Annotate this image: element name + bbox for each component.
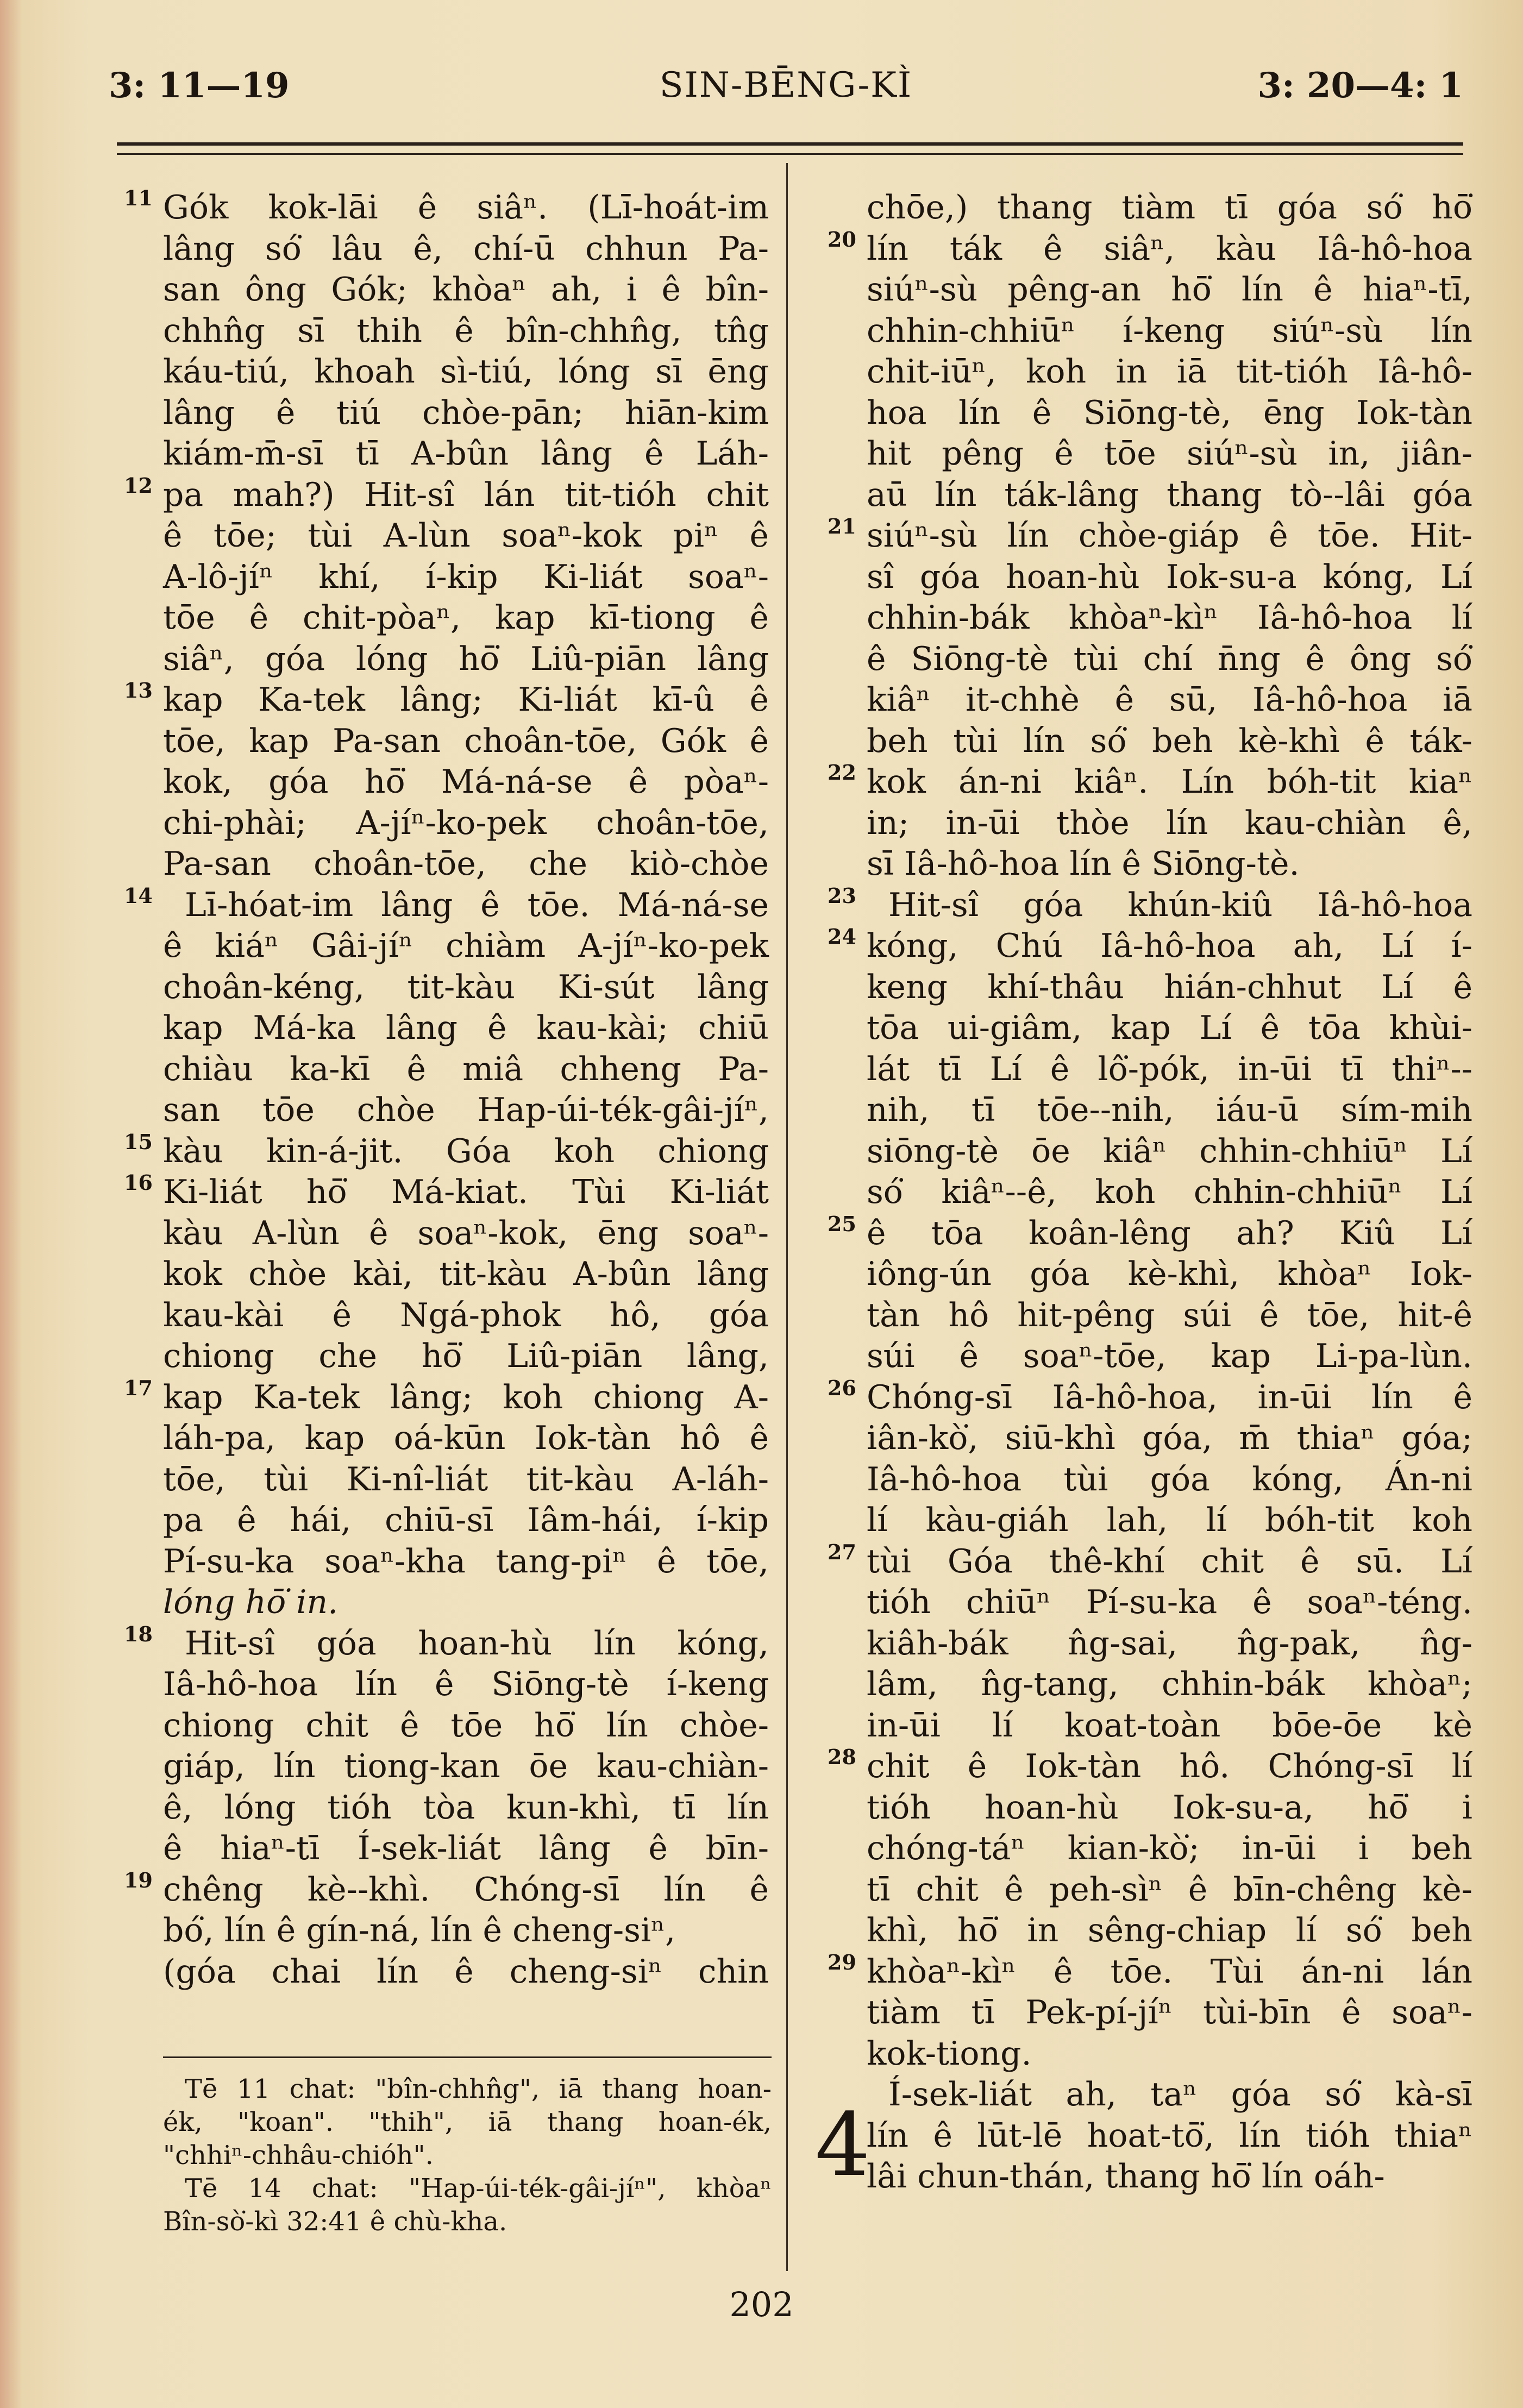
verse-number: 13: [124, 678, 153, 703]
line-text: beh tùi lín só͘ beh kè-khì ê ták-: [867, 722, 1472, 760]
line-text: pa ê hái, chiū-sī Iâm-hái, í-kip: [163, 1501, 769, 1539]
column-divider: [786, 163, 788, 2271]
right-column: [828, 187, 1472, 2198]
line-text: san ông Gók; khòaⁿ ah, i ê bîn-: [163, 271, 769, 309]
text-line: [163, 1418, 769, 1459]
text-line: [163, 269, 769, 311]
line-text: ê hiaⁿ-tī Í-sek-liát lâng ê bīn-: [163, 1829, 769, 1867]
verse-number: 19: [124, 1867, 153, 1892]
verse-number: 23: [828, 883, 856, 908]
text-line: [867, 1992, 1472, 2034]
text-line: [124, 1170, 769, 1213]
line-text: tōe, kap Pa-san choân-tōe, Gók ê: [163, 722, 769, 760]
text-line: [124, 473, 769, 516]
text-line: [828, 1745, 1472, 1788]
text-line: [163, 1788, 769, 1829]
text-line: [867, 721, 1472, 762]
book-title: SIN-BĒNG-KÌ: [659, 65, 913, 105]
line-text: ê kiáⁿ Gâi-jíⁿ chiàm A-jíⁿ-ko-pek: [163, 927, 769, 965]
text-line: [867, 1008, 1472, 1049]
verse-number: 20: [828, 227, 856, 252]
line-text: lóng hō͘ in.: [163, 1583, 339, 1621]
line-text: lâi chun-thán, thang hō͘ lín oáh-: [867, 2158, 1385, 2196]
line-text: Gók kok-lāi ê siâⁿ. (Lī-hoát-im: [163, 189, 769, 227]
line-text: san tōe chòe Hap-úi-ték-gâi-jíⁿ,: [163, 1091, 769, 1129]
line-text: chiong chit ê tōe hō͘ lín chòe-: [163, 1706, 769, 1745]
text-line: [867, 187, 1472, 229]
line-text: lín ták ê siâⁿ, kàu Iâ-hô-hoa: [867, 229, 1472, 268]
text-line: [828, 227, 1472, 270]
verse-number: 17: [124, 1375, 153, 1400]
line-text: Hit-sî góa hoan-hù lín kóng,: [185, 1624, 769, 1663]
text-line: [124, 1375, 769, 1419]
text-line: [867, 1254, 1472, 1295]
line-text: chiàu ka-kī ê miâ chheng Pa-: [163, 1050, 769, 1088]
line-text: chêng kè--khì. Chóng-sī lín ê: [163, 1870, 769, 1909]
line-text: kap Ka-tek lâng; koh chiong A-: [163, 1378, 769, 1416]
text-line: [163, 762, 769, 803]
line-text: khòaⁿ-kìⁿ ê tōe. Tùi án-ni lán: [867, 1952, 1472, 1991]
text-line: [163, 229, 769, 270]
text-line: [124, 186, 769, 229]
verse-number: 18: [124, 1621, 153, 1646]
line-text: ê tōa koân-lêng ah? Kiû Lí: [867, 1214, 1472, 1252]
line-text: Pa-san choân-tōe, che kiò-chòe: [163, 845, 769, 883]
line-text: súi ê soaⁿ-tōe, kap Li-pa-lùn.: [867, 1337, 1472, 1375]
text-line: [828, 1539, 1472, 1583]
verse-number: 27: [828, 1539, 856, 1564]
text-line: [163, 1910, 769, 1952]
text-line: [163, 598, 769, 639]
line-text: chhin-chhiūⁿ í-keng siúⁿ-sù lín: [867, 311, 1472, 350]
line-text: kap Ka-tek lâng; Ki-liát kī-û ê: [163, 681, 769, 719]
line-text: in; in-ūi thòe lín kau-chiàn ê,: [867, 804, 1472, 842]
line-text: lát tī Lí ê lô͘-pók, in-ūi tī thiⁿ--: [867, 1050, 1472, 1088]
line-text: kok án-ni kiâⁿ. Lín bóh-tit kiaⁿ: [867, 763, 1472, 801]
line-text: tiàm tī Pek-pí-jíⁿ tùi-bīn ê soaⁿ-: [867, 1993, 1472, 2031]
verse-range-left: 3: 11—19: [109, 65, 290, 106]
text-line: [867, 1664, 1472, 1705]
verse-number: 11: [124, 186, 153, 210]
verse-range-right: 3: 20—4: 1: [1257, 65, 1463, 106]
page-number: 202: [729, 2285, 794, 2324]
line-text: só͘ kiâⁿ--ê, koh chhin-chhiūⁿ Lí: [867, 1173, 1472, 1211]
line-text: lâng ê tiú chòe-pān; hiān-kim: [163, 393, 769, 432]
line-text: siōng-tè ōe kiâⁿ chhin-chhiūⁿ Lí: [867, 1132, 1472, 1170]
line-text: tōe, tùi Ki-nî-liát tit-kàu A-láh-: [163, 1460, 769, 1498]
text-line: [828, 883, 1472, 926]
text-line: [828, 924, 1472, 967]
line-text: in-ūi lí koat-toàn bōe-ōe kè: [867, 1706, 1472, 1745]
verse-number: 26: [828, 1375, 856, 1400]
line-text: Lī-hóat-im lâng ê tōe. Má-ná-se: [185, 886, 769, 924]
text-line: [867, 1500, 1472, 1541]
text-line: [163, 311, 769, 352]
line-text: kiâh-bák n̂g-sai, n̂g-pak, n̂g-: [867, 1624, 1472, 1663]
text-line: [163, 1500, 769, 1541]
line-text: sī Iâ-hô-hoa lín ê Siōng-tè.: [867, 845, 1300, 883]
line-text: iông-ún góa kè-khì, khòaⁿ Iok-: [867, 1255, 1472, 1293]
text-line: [867, 557, 1472, 598]
text-line: [124, 678, 769, 721]
line-text: kàu kin-á-jit. Góa koh chiong: [163, 1132, 769, 1170]
text-line: [867, 1705, 1472, 1747]
text-line: [163, 1295, 769, 1337]
footnote-line: "chhiⁿ-chhâu-chióh".: [163, 2140, 434, 2171]
line-text: giáp, lín tiong-kan ōe kau-chiàn-: [163, 1747, 769, 1785]
verse-number: 24: [828, 924, 856, 949]
footnote-line: Tē 11 chat: "bîn-chhn̂g", iā thang hoan-: [185, 2074, 772, 2104]
text-line: [867, 1418, 1472, 1459]
text-line: [867, 1336, 1472, 1377]
text-line: [163, 1664, 769, 1705]
line-text: khì, hō͘ in sêng-chiap lí só͘ beh: [867, 1911, 1472, 1949]
line-text: chhin-bák khòaⁿ-kìⁿ Iâ-hô-hoa lí: [867, 599, 1472, 637]
line-text: kap Má-ka lâng ê kau-kài; chiū: [163, 1009, 769, 1047]
line-text: kok, góa hō͘ Má-ná-se ê pòaⁿ-: [163, 763, 769, 801]
text-line: [867, 1582, 1472, 1623]
verse-number: 21: [828, 514, 856, 538]
text-line: [163, 1541, 769, 1583]
line-text: chit ê Iok-tàn hô. Chóng-sī lí: [867, 1747, 1472, 1785]
text-line: [163, 1336, 769, 1377]
line-text: Chóng-sī Iâ-hô-hoa, in-ūi lín ê: [867, 1378, 1472, 1416]
line-text: hit pêng ê tōe siúⁿ-sù in, jiân-: [867, 435, 1472, 473]
text-line: [867, 680, 1472, 721]
line-text: tióh hoan-hù Iok-su-a, hō͘ i: [867, 1788, 1472, 1827]
line-text: tàn hô hit-pêng súi ê tōe, hit-ê: [867, 1296, 1472, 1334]
text-line: [163, 926, 769, 967]
text-line: [867, 1459, 1472, 1501]
line-text: chi-phài; A-jíⁿ-ko-pek choân-tōe,: [163, 804, 769, 842]
chapter-number: 4: [815, 2094, 870, 2196]
line-text: bó͘, lín ê gín-ná, lín ê cheng-siⁿ,: [163, 1911, 676, 1949]
text-line: [163, 1459, 769, 1501]
text-line: [867, 639, 1472, 680]
text-line: [867, 1049, 1472, 1090]
running-header: [109, 65, 1463, 114]
line-text: tióh chiūⁿ Pí-su-ka ê soaⁿ-téng.: [867, 1583, 1472, 1621]
text-line: [163, 1008, 769, 1049]
text-line: [867, 1295, 1472, 1337]
line-text: chiong che hō͘ Liû-piān lâng,: [163, 1337, 769, 1375]
text-line: [867, 1788, 1472, 1829]
text-line: [867, 269, 1472, 311]
text-line: [163, 1213, 769, 1255]
text-line: [163, 1254, 769, 1295]
text-line: [867, 1623, 1472, 1665]
text-line: [163, 803, 769, 844]
line-text: kok-tiong.: [867, 2034, 1032, 2073]
header-rule-thick: [117, 142, 1463, 146]
text-line: [867, 2116, 1472, 2157]
verse-number: 14: [124, 883, 153, 908]
text-line: [867, 1910, 1472, 1952]
footnotes: [163, 2073, 772, 2238]
text-line: [867, 1131, 1472, 1172]
text-line: [867, 1870, 1472, 1911]
page-edge-stain: [0, 0, 22, 2408]
text-line: [163, 557, 769, 598]
text-line: [867, 2034, 1472, 2075]
text-line: [163, 352, 769, 393]
text-line: [867, 967, 1472, 1008]
line-text: tōa ui-giâm, kap Lí ê tōa khùi-: [867, 1009, 1472, 1047]
verse-number: 15: [124, 1129, 153, 1154]
text-line: [867, 352, 1472, 393]
text-line: [163, 1090, 769, 1131]
text-line: [867, 2156, 1472, 2198]
line-text: siúⁿ-sù pêng-an hō͘ lín ê hiaⁿ-tī,: [867, 271, 1472, 309]
text-line: [163, 967, 769, 1008]
text-line: [163, 1049, 769, 1090]
text-line: [867, 598, 1472, 639]
line-text: A-lô-jíⁿ khí, í-kip Ki-liát soaⁿ-: [163, 557, 769, 596]
text-line: [867, 803, 1472, 844]
text-line: [124, 883, 769, 926]
line-text: chōe,) thang tiàm tī góa só͘ hō͘: [867, 189, 1472, 227]
left-column: [124, 186, 769, 1992]
line-text: Pí-su-ka soaⁿ-kha tang-piⁿ ê tōe,: [163, 1542, 769, 1581]
text-line: [163, 393, 769, 434]
text-line: [163, 844, 769, 885]
line-text: keng khí-thâu hián-chhut Lí ê: [867, 968, 1472, 1006]
line-text: ê Siōng-tè tùi chí n̄ng ê ông só͘: [867, 639, 1472, 678]
line-text: kàu A-lùn ê soaⁿ-kok, ēng soaⁿ-: [163, 1214, 769, 1252]
verse-number: 29: [828, 1949, 856, 1974]
line-text: tùi Góa thê-khí chit ê sū. Lí: [867, 1542, 1472, 1581]
verse-number: 25: [828, 1211, 856, 1236]
line-text: Í-sek-liát ah, taⁿ góa só͘ kà-sī: [888, 2075, 1472, 2114]
line-text: siúⁿ-sù lín chòe-giáp ê tōe. Hit-: [867, 517, 1472, 555]
text-line: [828, 514, 1472, 557]
line-text: aū lín ták-lâng thang tò--lâi góa: [867, 475, 1472, 514]
text-line: [163, 639, 769, 680]
line-text: ê tōe; tùi A-lùn soaⁿ-kok piⁿ ê: [163, 517, 769, 555]
verse-number: 16: [124, 1170, 153, 1195]
text-line: [163, 434, 769, 475]
line-text: kiâⁿ it-chhè ê sū, Iâ-hô-hoa iā: [867, 681, 1472, 719]
text-line: [888, 2074, 1472, 2116]
text-line: [124, 1867, 769, 1911]
text-line: [867, 434, 1472, 475]
text-line: [163, 721, 769, 762]
text-line: [828, 1211, 1472, 1255]
header-rule-thin: [117, 153, 1463, 155]
line-text: tī chit ê peh-sìⁿ ê bīn-chêng kè-: [867, 1870, 1472, 1909]
text-line: [163, 1746, 769, 1788]
line-text: chhn̂g sī thih ê bîn-chhn̂g, tn̂g: [163, 311, 769, 350]
verse-number: 12: [124, 473, 153, 498]
line-text: chóng-táⁿ kian-kò͘; in-ūi i beh: [867, 1829, 1472, 1867]
line-text: iân-kò͘, siū-khì góa, m̄ thiaⁿ góa;: [867, 1419, 1472, 1457]
line-text: Iâ-hô-hoa tùi góa kóng, Án-ni: [867, 1460, 1472, 1498]
text-line: [163, 1828, 769, 1870]
line-text: kok chòe kài, tit-kàu A-bûn lâng: [163, 1255, 769, 1293]
text-line: [828, 1949, 1472, 1993]
verse-number: 22: [828, 760, 856, 785]
text-line: [867, 844, 1472, 885]
footnote-rule: [163, 2056, 772, 2058]
footnote-line: Bîn-sò͘-kì 32:41 ê chù-kha.: [163, 2206, 507, 2237]
text-line: [163, 1705, 769, 1747]
footnote-line: Tē 14 chat: "Hap-úi-ték-gâi-jíⁿ", khòaⁿ: [185, 2173, 772, 2204]
line-text: kau-kài ê Ngá-phok hô, góa: [163, 1296, 769, 1334]
line-text: ê, lóng tióh tòa kun-khì, tī lín: [163, 1788, 769, 1827]
text-line: [867, 311, 1472, 352]
text-line: [163, 1952, 769, 1993]
line-text: láh-pa, kap oá-kūn Iok-tàn hô ê: [163, 1419, 769, 1457]
text-line: [163, 516, 769, 557]
line-text: Iâ-hô-hoa lín ê Siōng-tè í-keng: [163, 1665, 769, 1703]
line-text: káu-tiú, khoah sì-tiú, lóng sī ēng: [163, 353, 769, 391]
line-text: siâⁿ, góa lóng hō͘ Liû-piān lâng: [163, 639, 769, 678]
text-line: [867, 1090, 1472, 1131]
line-text: kiám-m̄-sī tī A-bûn lâng ê Láh-: [163, 435, 769, 473]
line-text: pa mah?) Hit-sî lán tit-tióh chit: [163, 475, 769, 514]
text-line: [163, 1582, 769, 1623]
line-text: nih, tī tōe--nih, iáu-ū sím-mih: [867, 1091, 1472, 1129]
text-line: [867, 1828, 1472, 1870]
text-line: [828, 760, 1472, 803]
line-text: lín ê lūt-lē hoat-tō͘, lín tióh thiaⁿ: [867, 2116, 1472, 2155]
text-line: [867, 393, 1472, 434]
line-text: hoa lín ê Siōng-tè, ēng Iok-tàn: [867, 393, 1472, 432]
line-text: lâng só͘ lâu ê, chí-ū chhun Pa-: [163, 229, 769, 268]
line-text: chit-iūⁿ, koh in iā tit-tióh Iâ-hô-: [867, 353, 1472, 391]
text-line: [867, 1172, 1472, 1213]
footnote-line: ék, "koan". "thih", iā thang hoan-ék,: [163, 2107, 772, 2137]
line-text: sî góa hoan-hù Iok-su-a kóng, Lí: [867, 557, 1472, 596]
line-text: kóng, Chú Iâ-hô-hoa ah, Lí í-: [867, 927, 1472, 965]
text-line: [867, 475, 1472, 516]
verse-number: 28: [828, 1745, 856, 1769]
text-line: [124, 1129, 769, 1172]
line-text: Ki-liát hō͘ Má-kiat. Tùi Ki-liát: [163, 1173, 769, 1211]
line-text: lí kàu-giáh lah, lí bóh-tit koh: [867, 1501, 1472, 1539]
line-text: choân-kéng, tit-kàu Ki-sút lâng: [163, 968, 769, 1006]
text-line: [124, 1621, 769, 1665]
line-text: (góa chai lín ê cheng-siⁿ chin: [163, 1952, 769, 1991]
text-line: [828, 1375, 1472, 1419]
line-text: lâm, n̂g-tang, chhin-bák khòaⁿ;: [867, 1665, 1472, 1703]
line-text: tōe ê chit-pòaⁿ, kap kī-tiong ê: [163, 599, 769, 637]
line-text: Hit-sî góa khún-kiû Iâ-hô-hoa: [888, 886, 1472, 924]
